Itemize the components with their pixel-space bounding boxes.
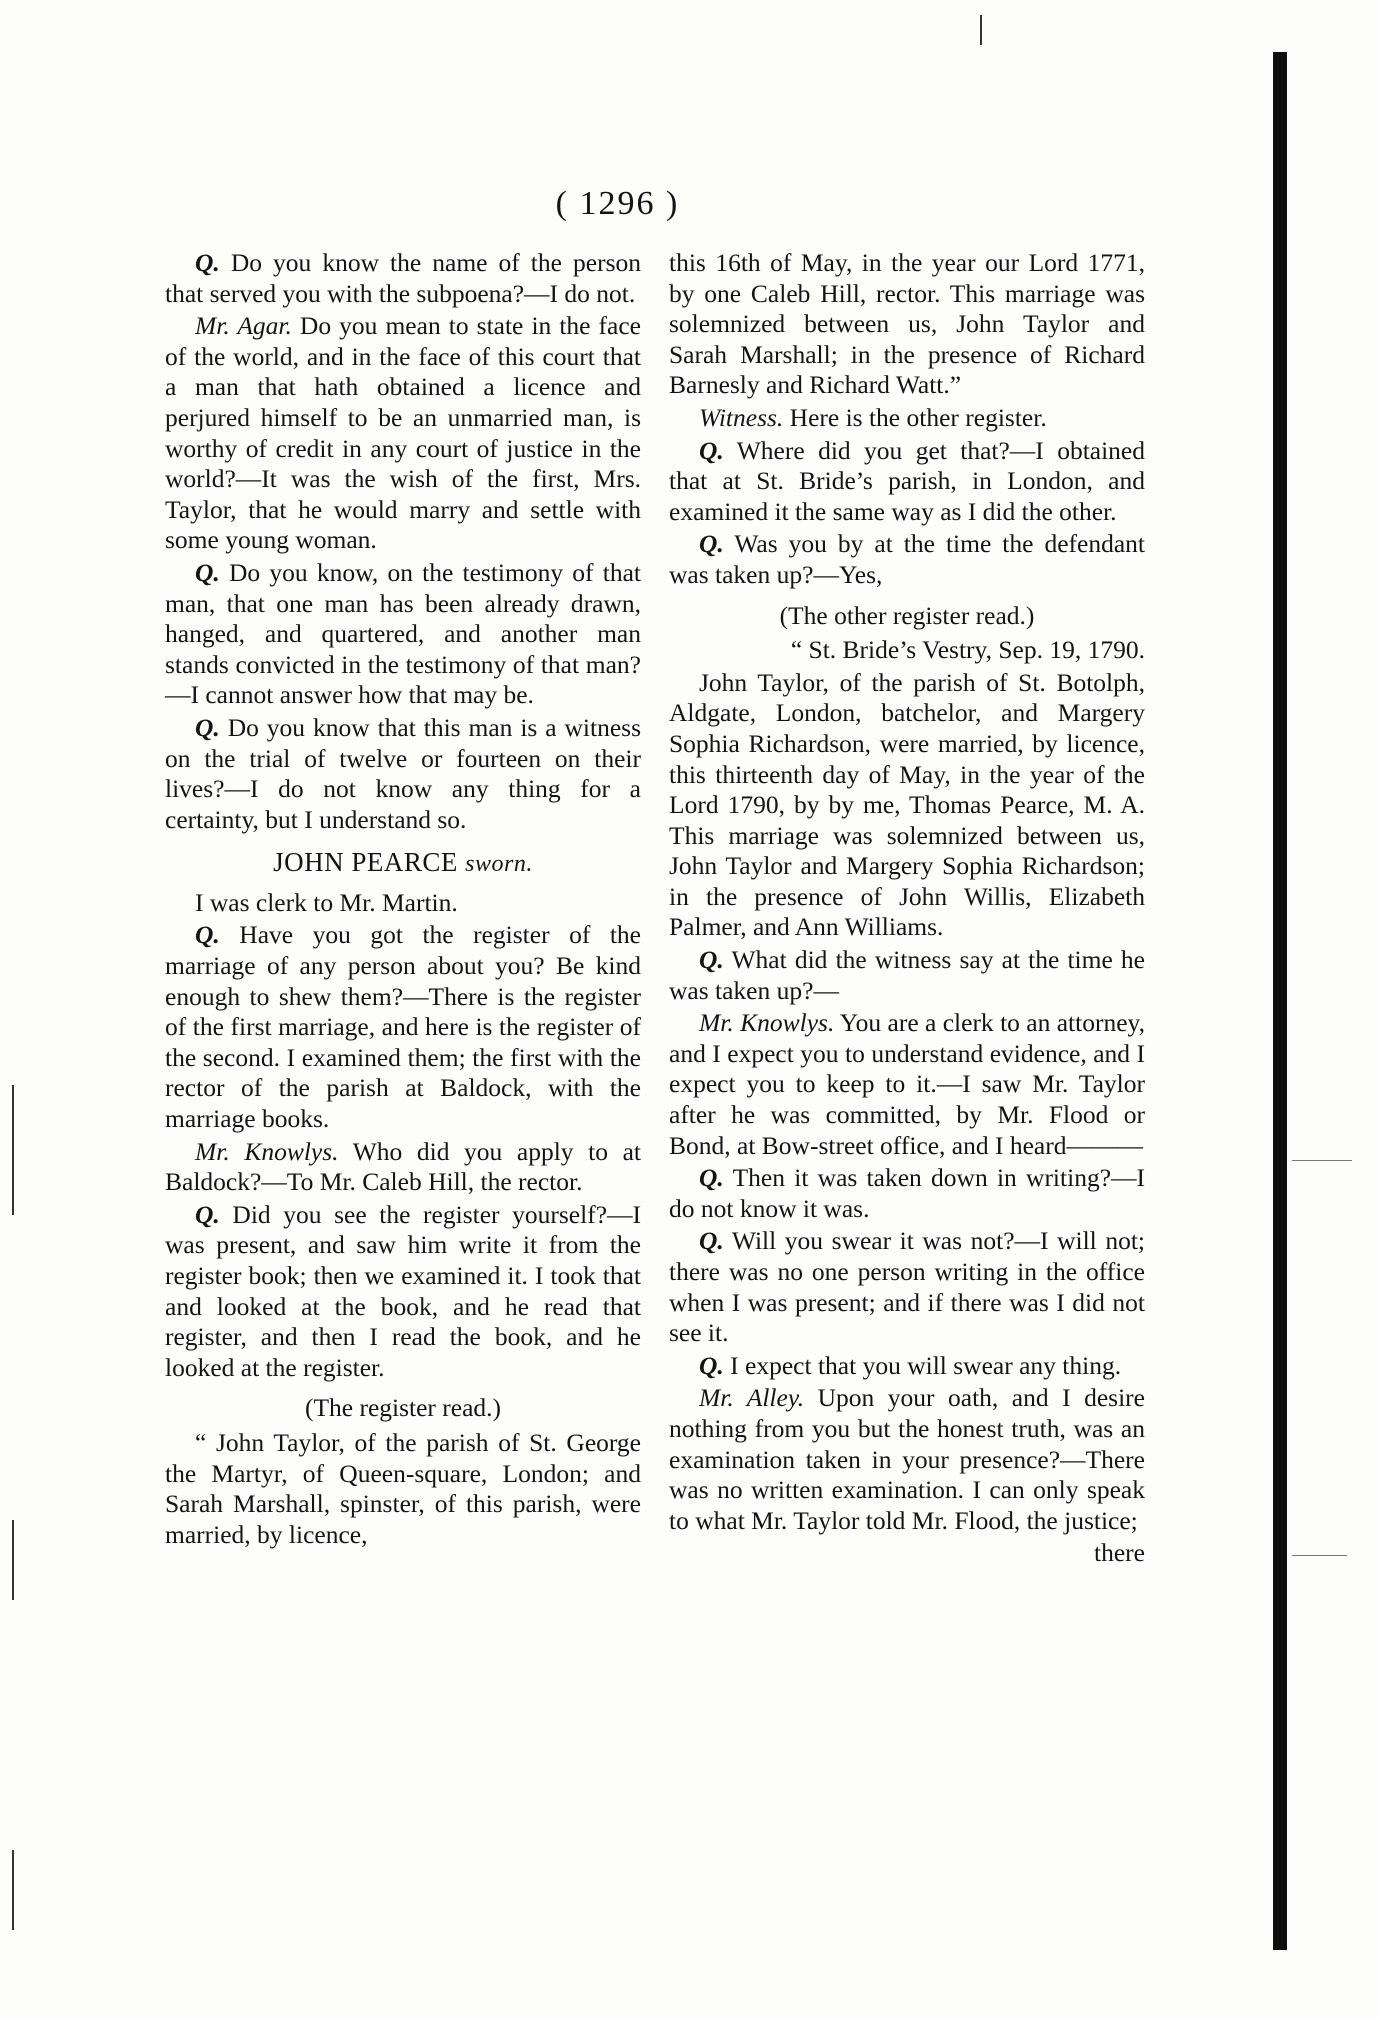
speaker: Mr. Knowlys. <box>699 1008 835 1038</box>
binding-edge-rule <box>1273 52 1287 1950</box>
paragraph-text: Have you got the register of the marriage of any person about you? Be kind enough to shew them?—There is the register of the first marriage, and here is the register of the second. I examined them; the first with the rector of the parish at Baldock, with the marriage books. <box>165 920 641 1134</box>
paragraph <box>669 248 1145 401</box>
paragraph <box>669 1351 1145 1382</box>
paragraph-text: You are a clerk to an attorney, and I expect you to understand evidence, and I expect you to keep to it.—I saw Mr. Taylor after he was committed, by Mr. Flood or Bond, at Bow-street office, and I heard——— <box>669 1008 1146 1160</box>
paragraph-text: Where did you get that?—I obtained that at St. Bride’s parish, in London, and examined it the same way as I did the other. <box>669 435 1145 526</box>
dateline: “ St. Bride’s Vestry, Sep. 19, 1790. <box>790 635 1145 665</box>
paragraph-text: Upon your oath, and I desire nothing from you but the honest truth, was an examination taken in your presence?—There was no written examination. I can only speak to what Mr. Taylor told Mr. Flood, the justice; <box>669 1383 1145 1535</box>
page-number: ( 1296 ) <box>555 185 680 222</box>
stage-direction: (The register read.) <box>304 1393 502 1423</box>
paragraph-text: this 16th of May, in the year our Lord 1771, by one Caleb Hill, rector. This marriage was solemnized between us, John Taylor and Sarah Marshall; in the presence of Richard Barnesly and Richard Watt.” <box>669 248 1145 400</box>
paragraph-text: Then it was taken down in writing?—I do not know it was. <box>669 1163 1145 1223</box>
witness-heading <box>165 847 641 880</box>
paragraph-text: Do you know, on the testimony of that man, that one man has been already drawn, hanged, and quartered, and another man stands convicted in the testimony of that man?—I cannot answer how that may be. <box>165 557 641 710</box>
question-mark: Q. <box>195 557 220 587</box>
paragraph <box>165 311 641 556</box>
scan-artifact-line <box>1292 1555 1347 1556</box>
scan-artifact-line <box>1292 1160 1352 1161</box>
paragraph <box>669 1008 1145 1161</box>
paragraph-text: I was clerk to Mr. Martin. <box>195 887 458 917</box>
question-mark: Q. <box>195 712 220 742</box>
paragraph <box>669 1383 1145 1536</box>
speaker: Mr. Alley. <box>699 1383 805 1413</box>
paragraph <box>165 920 641 1134</box>
paragraph <box>165 1428 641 1550</box>
paragraph <box>669 403 1145 434</box>
paragraph-text: Did you see the register yourself?—I was present, and saw him write it from the register book; then we examined it. I took that and looked at the book, and he read that register, and then I read the book, and he looked at the register. <box>165 1199 641 1382</box>
paragraph-text: What did the witness say at the time he was taken up?— <box>669 945 1145 1005</box>
stage-direction: (The other register read.) <box>779 600 1035 630</box>
paragraph-text: Do you mean to state in the face of the world, and in the face of this court that a man that hath obtained a licence and perjured himself to be an unmarried man, is worthy of credit in any court of justice in the world?—It was the wish of the first, Mrs. Taylor, that he would marry and settle with some young woman. <box>165 311 641 555</box>
paragraph <box>669 1226 1145 1348</box>
paragraph <box>165 1200 641 1384</box>
catchword: there <box>1094 1538 1145 1568</box>
paragraph <box>669 436 1145 528</box>
left-column <box>165 248 641 1552</box>
speaker: Mr. Knowlys. <box>195 1136 339 1166</box>
scan-artifact-line <box>980 15 982 45</box>
paragraph-text: Who did you apply to at Baldock?—To Mr. Caleb Hill, the rector. <box>165 1136 641 1197</box>
paragraph <box>669 945 1145 1006</box>
witness-name: JOHN PEARCE <box>273 847 458 878</box>
question-mark: Q. <box>195 920 220 950</box>
speaker: Mr. Agar. <box>195 311 292 341</box>
question-mark: Q. <box>699 529 724 559</box>
paragraph-text: I expect that you will swear any thing. <box>723 1350 1122 1380</box>
scan-artifact-line <box>12 1850 14 1930</box>
paragraph-text: Will you swear it was not?—I will not; there was no one person writing in the office when I was present; and if there was I did not see it. <box>669 1226 1145 1348</box>
right-column <box>669 248 1145 1569</box>
paragraph-text: Here is the other register. <box>783 402 1047 432</box>
question-mark: Q. <box>699 945 724 975</box>
paragraph-text: Do you know that this man is a witness on the trial of twelve or fourteen on their lives?—I do not know any thing for a certainty, but I understand so. <box>165 712 641 834</box>
paragraph-text: “ John Taylor, of the parish of St. George the Martyr, of Queen-square, London; and Sarah Marshall, spinster, of this parish, were married, by licence, <box>165 1427 641 1549</box>
paragraph <box>165 1137 641 1198</box>
scan-artifact-line <box>12 1085 14 1215</box>
paragraph-text: Do you know the name of the person that served you with the subpoena?—I do not. <box>165 248 641 308</box>
scan-artifact-line <box>12 1520 14 1600</box>
question-mark: Q. <box>699 1163 724 1193</box>
paragraph <box>165 713 641 835</box>
paragraph-text: Was you by at the time the defendant was taken up?—Yes, <box>669 529 1145 589</box>
paragraph <box>165 558 641 711</box>
question-mark: Q. <box>195 1199 220 1229</box>
question-mark: Q. <box>699 435 724 465</box>
paragraph-text: John Taylor, of the parish of St. Botolph, Aldgate, London, batchelor, and Margery Sophia Richardson, were married, by licence, this thirteenth day of May, in the year of the Lord 1790, by by me, Thomas Pearce, M. A. This marriage was solemnized between us, John Taylor and Margery Sophia Richardson; in the presence of John Willis, Elizabeth Palmer, and Ann Williams. <box>669 667 1145 942</box>
sworn-label: sworn. <box>465 851 533 878</box>
paragraph <box>669 529 1145 590</box>
question-mark: Q. <box>699 1226 724 1256</box>
paragraph <box>165 248 641 309</box>
question-mark: Q. <box>195 248 220 277</box>
speaker: Witness. <box>699 402 784 432</box>
paragraph <box>669 668 1145 943</box>
question-mark: Q. <box>699 1350 724 1380</box>
paragraph <box>669 1163 1145 1224</box>
paragraph <box>165 888 641 919</box>
